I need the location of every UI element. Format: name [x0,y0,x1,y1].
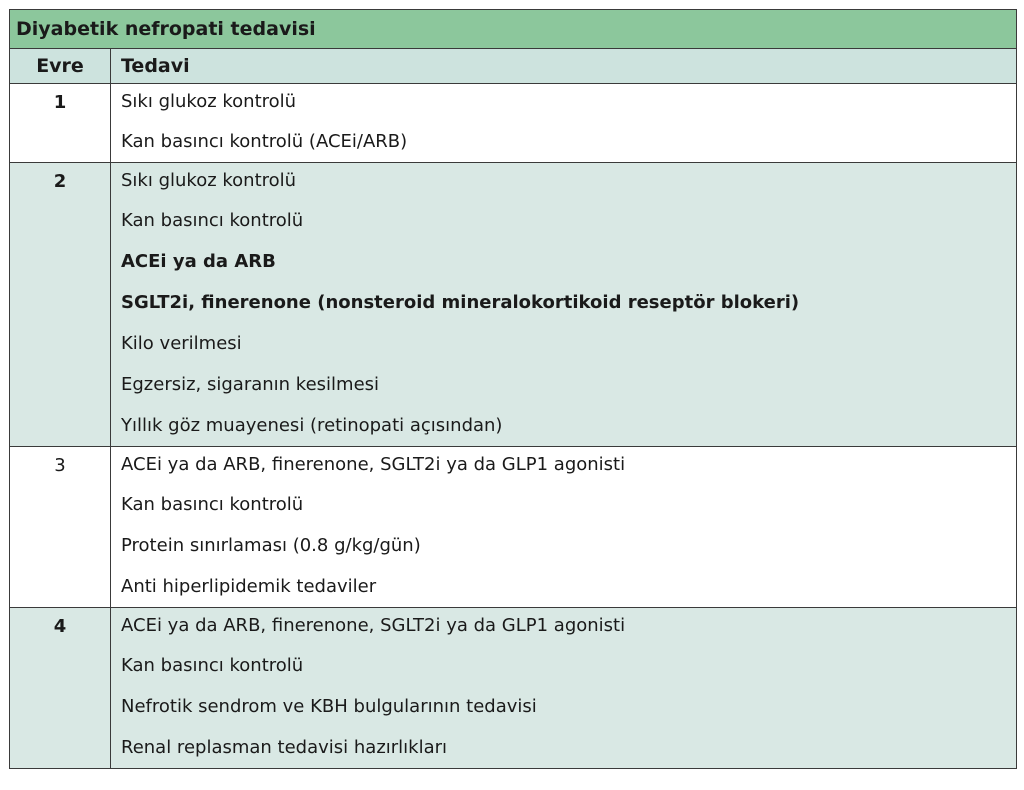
table-header-row [10,49,1017,84]
treatment-item: ACEi ya da ARB, finerenone, SGLT2i ya da GLP1 agonisti [121,454,626,475]
header-stage: Evre [10,49,111,84]
treatment-item-emphasized: ACEi ya da ARB [121,251,276,272]
treatment-list [111,163,1017,447]
treatment-item: Anti hiperlipidemik tedaviler [121,576,377,597]
treatment-item: Kan basıncı kontrolü [121,210,304,231]
treatment-item: Kan basıncı kontrolü (ACEi/ARB) [121,131,408,152]
treatment-item-emphasized: SGLT2i, finerenone (nonsteroid mineralokortikoid reseptör blokeri) [121,292,800,313]
stage-number: 3 [10,447,111,608]
treatment-item: Egzersiz, sigaranın kesilmesi [121,374,380,395]
treatment-item: Kilo verilmesi [121,333,242,354]
treatment-item: Sıkı glukoz kontrolü [121,170,297,191]
table-row-stage-3 [10,447,1017,608]
nephropathy-treatment-table [9,9,1017,769]
table-title-row [10,10,1017,49]
table-row-stage-4 [10,608,1017,769]
treatment-item: Nefrotik sendrom ve KBH bulgularının tedavisi [121,696,537,717]
stage-number: 4 [10,608,111,769]
treatment-item: Sıkı glukoz kontrolü [121,91,297,112]
treatment-item: Kan basıncı kontrolü [121,494,304,515]
treatment-item: Protein sınırlaması (0.8 g/kg/gün) [121,535,421,556]
treatment-list [111,608,1017,769]
header-treatment: Tedavi [111,49,1017,84]
treatment-list [111,447,1017,608]
treatment-item: ACEi ya da ARB, finerenone, SGLT2i ya da GLP1 agonisti [121,615,626,636]
treatment-item: Renal replasman tedavisi hazırlıkları [121,737,448,758]
stage-number: 1 [10,84,111,163]
stage-number: 2 [10,163,111,447]
table-row-stage-1 [10,84,1017,163]
table-title: Diyabetik nefropati tedavisi [10,10,1017,49]
treatment-item: Yıllık göz muayenesi (retinopati açısından) [121,415,503,436]
table-row-stage-2 [10,163,1017,447]
treatment-item: Kan basıncı kontrolü [121,655,304,676]
treatment-list [111,84,1017,163]
